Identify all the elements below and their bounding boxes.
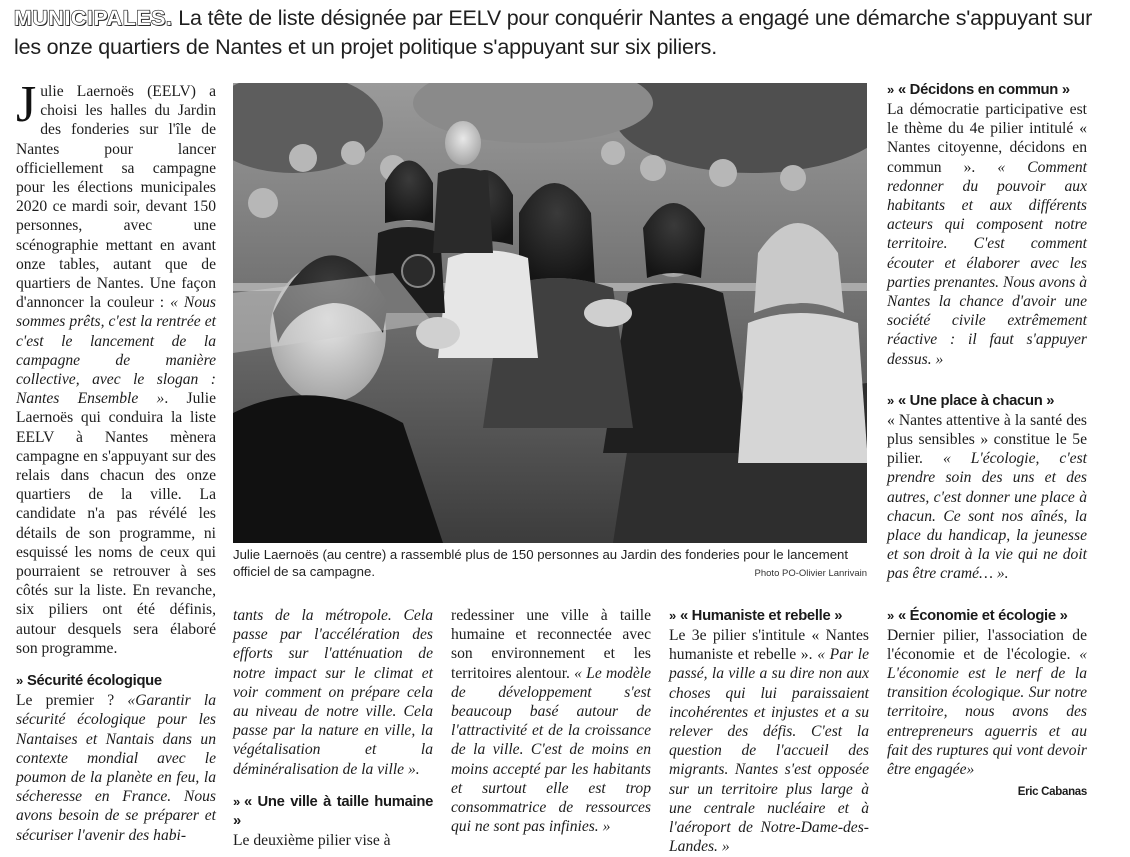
column-4 — [669, 606, 869, 856]
paragraph-pillar-1: Le premier ? «Garantir la sécurité écologique pour les Nantaises et Nantais dans un contexte mondial avec le poumon de la planète en feu, la sécheresse en France. Nous avons besoin de se préparer et sécuriser l'avenir des habi- — [16, 692, 216, 844]
paragraph-pillar-2: Le deuxième pilier vise à — [233, 831, 391, 849]
photo-credit: Photo PO-Olivier Lanrivain — [754, 568, 867, 579]
crowd-photo-illustration — [233, 83, 867, 543]
column-5 — [887, 80, 1087, 803]
chevron-marker-icon: » — [887, 607, 894, 623]
subheading-economie: » « Économie et écologie » — [887, 607, 1068, 624]
chevron-marker-icon: » — [887, 392, 894, 408]
subheading-securite: » Sécurité écologique — [16, 673, 162, 690]
slogan-quote: « Nous sommes prêts, c'est la rentrée et c'est le lancement de la campagne de manière collective, avec le slogan : Nantes Ensemble » — [16, 294, 216, 408]
drop-cap: J — [16, 76, 37, 133]
subheading-decidons: » « Décidons en commun » — [887, 82, 1070, 98]
paragraph-pillar-3: Le 3e pilier s'intitule « Nantes humaniste et rebelle ». « Par le passé, la ville a su dire non aux choses qui lui paraissaient incohérentes et injustes et a su relever des défis. C'est la question de l'accueil des migrants. Nantes s'est opposée sur un territoire plus large à une centrale nucléaire et à l'aéroport de Notre-Dame-des-Landes. » — [669, 627, 869, 856]
subheading-humaniste: » « Humaniste et rebelle » — [669, 608, 843, 624]
author-signature: Eric Cabanas — [1017, 786, 1087, 799]
campaign-photo — [233, 83, 867, 543]
paragraph-pillar-6: Dernier pilier, l'association de l'économie et de l'écologie. « L'économie est le nerf de la transition écologique. Sur notre territoire, nous avons des entrepreneurs aguerris et au fait des ruptures qui vont devoir être engagée» — [887, 626, 1087, 779]
article-header — [14, 4, 1114, 62]
subheading-ville-humaine: » « Une ville à taille humaine » — [233, 793, 433, 829]
column-1 — [16, 76, 216, 845]
chevron-marker-icon: » — [16, 673, 23, 689]
paragraph-pillar-1-continued: tants de la métropole. Cela passe par l'accélération des efforts sur l'atténuation de notre impact sur le climat et voir comment on prépare cela au niveau de notre ville. Cela passe par la nature en ville, la végétalisation et la déminéralisation de la ville ». — [233, 607, 433, 778]
subheading-place-chacun: » « Une place à chacun » — [887, 392, 1055, 409]
chevron-marker-icon: » — [669, 608, 676, 623]
paragraph-pillar-5: « Nantes attentive à la santé des plus sensibles » constitue le 5e pilier. « L'écologie, c'est prendre soin des uns et des autres, c'est donner une place à chacun. Ce sont nos aînés, la place du handicap, la jeunesse et son droit à la vie qui ne doit pas être cramé… ». — [887, 411, 1087, 583]
photo-caption: Julie Laernoës (au centre) a rassemblé plus de 150 personnes au Jardin des fonderies pour le lancement officiel de sa campagne. — [233, 547, 849, 579]
paragraph-pillar-4: La démocratie participative est le thème du 4e pilier intitulé « Nantes citoyenne, décidons en commun ». « Comment redonner du pouvoir aux habitants et aux différents acteurs qui composent notre territoire. C'est comment écouter et élaborer avec les parties prenantes. Nous avons à Nantes la chance d'avoir une société civile extrêmement réactive : il faut s'appuyer dessus. » — [887, 101, 1087, 368]
paragraph-pillar-2-continued: redessiner une ville à taille humaine et reconnectée avec son environnement et les territoires alentour. « Le modèle de développement s'est beaucoup basé autour de l'attractivité et de la croissance de la ville. C'est de moins en moins accepté par les habitants et surtout elle est trop consommatrice de ressources qui ne sont pas infinies. » — [451, 607, 652, 836]
intro-paragraph: Julie Laernoës (EELV) a choisi les halles du Jardin des fonderies sur l'île de Nantes pour lancer officiellement sa campagne pour les élections municipales 2020 ce mardi soir, devant 150 personnes, avec une scénographie mettant en avant onze tables, autant que de quartiers de Nantes. Une façon d'annoncer la couleur : « Nous sommes prêts, c'est la rentrée et c'est le lancement de la campagne de manière collective, avec le slogan : Nantes Ensemble ». Julie Laernoës qui conduira la liste EELV à Nantes mènera campagne en s'appuyant sur des relais dans chacun des onze quartiers de la ville. La candidate n'a pas révélé les détails de son programme, ni esquissé les noms de ceux qui pourraient se retrouver à ses côtés sur la liste. En revanche, six piliers ont été définis, autour desquels sera élaboré son programme. — [16, 76, 216, 657]
chevron-marker-icon: » — [233, 793, 240, 809]
column-2 — [233, 606, 433, 850]
article-lead: La tête de liste désignée par EELV pour conquérir Nantes a engagé une démarche s'appuyant sur les onze quartiers de Nantes et un projet politique s'appuyant sur six piliers. — [14, 6, 1093, 59]
chevron-marker-icon: » — [887, 82, 894, 97]
section-kicker: MUNICIPALES. — [14, 6, 173, 30]
column-3 — [451, 606, 651, 836]
